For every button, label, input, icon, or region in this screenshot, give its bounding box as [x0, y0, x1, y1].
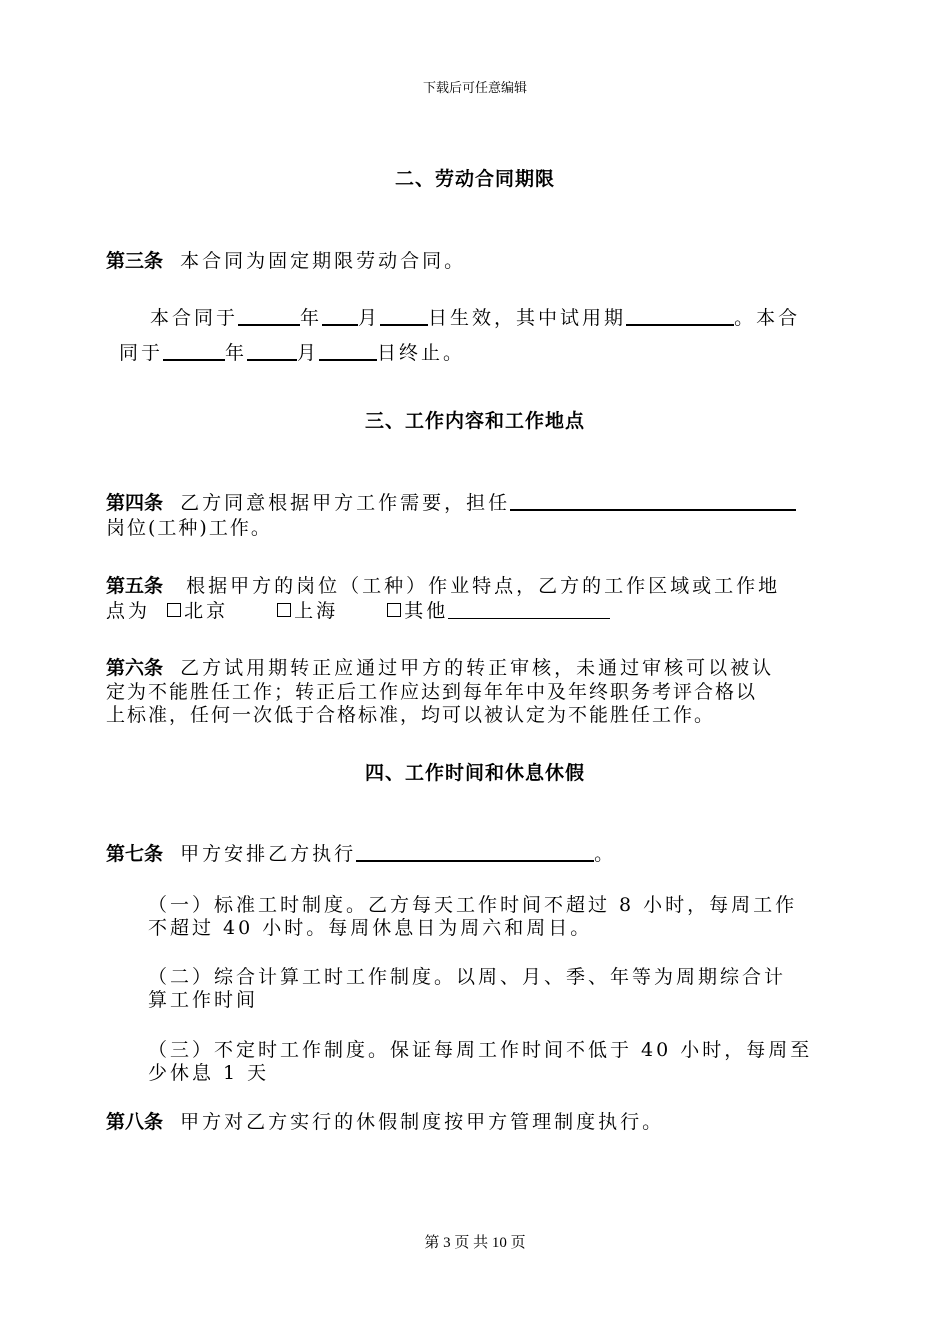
start-day-blank[interactable]	[380, 306, 428, 326]
checkbox-other[interactable]	[387, 603, 401, 617]
work-system-3-line1: （三）不定时工作制度。保证每周工作时间不低于 40 小时，每周至	[148, 1039, 813, 1061]
article-3-end-line	[119, 338, 465, 365]
start-year-blank[interactable]	[238, 306, 300, 326]
section-heading-hours: 四、工作时间和休息休假	[364, 762, 585, 784]
page-footer: 第 3 页 共 10 页	[424, 1235, 526, 1251]
article-4	[106, 488, 796, 515]
article-4-line2: 岗位(工种)工作。	[106, 517, 272, 539]
article-6-line2: 定为不能胜任工作；转正后工作应达到每年年中及年终职务考评合格以	[106, 681, 758, 703]
article-7-text: 甲方安排乙方执行	[180, 843, 357, 865]
article-7	[106, 839, 616, 866]
option-beijing[interactable]	[167, 600, 228, 622]
effective-suffix: 。本合	[734, 307, 801, 329]
year-label: 年	[225, 342, 248, 364]
article-4-text: 乙方同意根据甲方工作需要，担任	[180, 492, 511, 514]
option-other-label: 其他	[404, 600, 449, 622]
year-label: 年	[300, 307, 323, 329]
other-location-blank[interactable]	[448, 600, 610, 619]
article-5	[106, 571, 780, 598]
article-3	[106, 246, 466, 273]
month-label: 月	[358, 307, 381, 329]
option-beijing-label: 北京	[184, 600, 229, 622]
work-system-2-line2: 算工作时间	[148, 989, 259, 1011]
article-6-line3: 上标准，任何一次低于合格标准，均可以被认定为不能胜任工作。	[106, 704, 716, 726]
work-system-1-line2: 不超过 40 小时。每周休息日为周六和周日。	[148, 917, 593, 939]
checkbox-shanghai[interactable]	[277, 603, 291, 617]
end-text: 日终止。	[377, 342, 466, 364]
article-6-line1: 乙方试用期转正应通过甲方的转正审核，未通过审核可以被认	[180, 657, 775, 679]
end-day-blank[interactable]	[319, 341, 377, 361]
article-5-prefix: 点为	[106, 600, 151, 622]
effective-prefix: 本合同于	[150, 307, 239, 329]
end-year-blank[interactable]	[163, 341, 225, 361]
effective-text: 日生效，其中试用期	[428, 307, 627, 329]
work-system-1-line1: （一）标准工时制度。乙方每天工作时间不超过 8 小时，每周工作	[148, 894, 798, 916]
article-3-text: 本合同为固定期限劳动合同。	[180, 250, 467, 272]
position-blank[interactable]	[510, 491, 796, 511]
article-5-label: 第五条	[106, 575, 164, 597]
work-system-blank[interactable]	[356, 842, 594, 862]
article-3-label: 第三条	[106, 250, 164, 272]
option-other[interactable]	[387, 600, 448, 622]
page-header: 下载后可任意编辑	[422, 81, 527, 96]
option-shanghai[interactable]	[277, 600, 338, 622]
section-heading-term: 二、劳动合同期限	[394, 168, 555, 190]
article-7-end: 。	[594, 843, 617, 865]
work-system-2-line1: （二）综合计算工时工作制度。以周、月、季、年等为周期综合计	[148, 966, 787, 988]
work-system-3-line2: 少休息 1 天	[148, 1062, 270, 1084]
start-month-blank[interactable]	[322, 306, 358, 326]
article-5-text: 根据甲方的岗位（工种）作业特点，乙方的工作区域或工作地	[186, 575, 781, 597]
article-3-effective-line	[150, 303, 800, 330]
end-month-blank[interactable]	[247, 341, 297, 361]
checkbox-beijing[interactable]	[167, 603, 181, 617]
article-6-label: 第六条	[106, 657, 164, 679]
article-7-label: 第七条	[106, 843, 164, 865]
article-8-text: 甲方对乙方实行的休假制度按甲方管理制度执行。	[180, 1111, 665, 1133]
article-6	[106, 653, 774, 680]
month-label: 月	[297, 342, 320, 364]
article-5-line2	[106, 596, 610, 623]
probation-blank[interactable]	[626, 306, 734, 326]
article-4-label: 第四条	[106, 492, 164, 514]
section-heading-work: 三、工作内容和工作地点	[364, 410, 585, 432]
article-8	[106, 1107, 664, 1134]
option-shanghai-label: 上海	[294, 600, 339, 622]
article-8-label: 第八条	[106, 1111, 164, 1133]
end-prefix: 同于	[119, 342, 164, 364]
